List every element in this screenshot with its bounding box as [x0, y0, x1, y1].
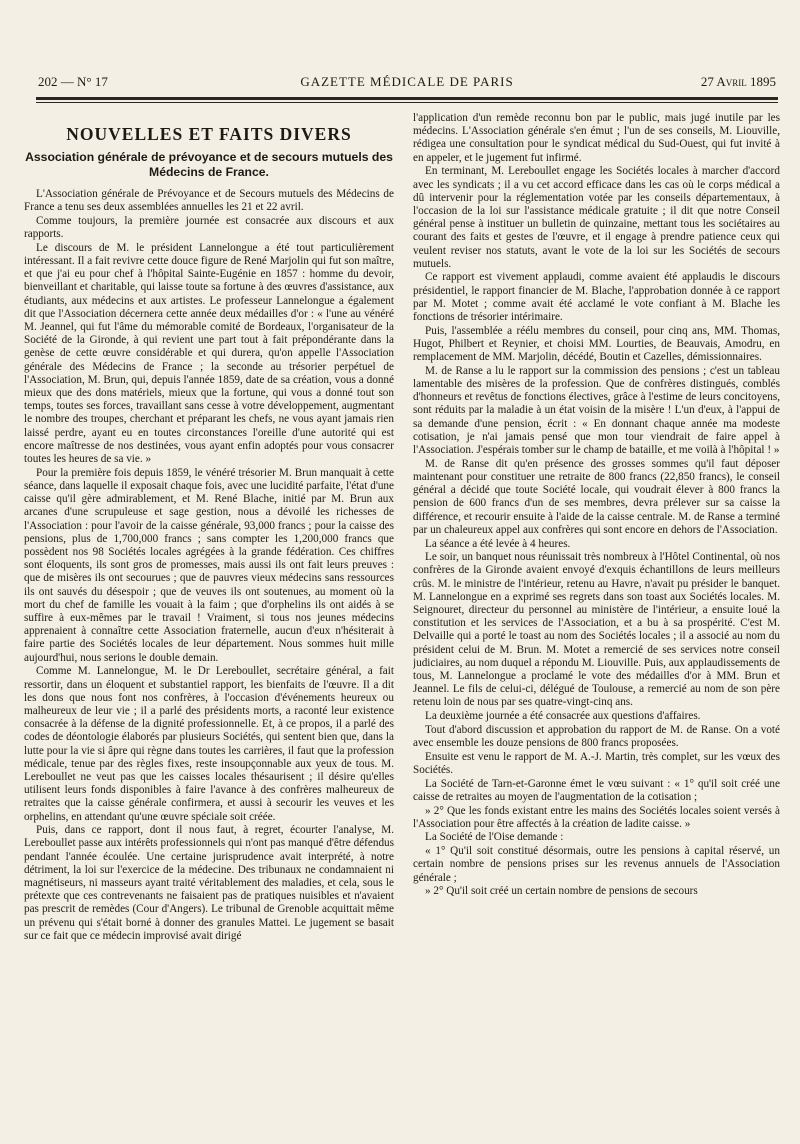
paragraph: M. de Ranse a lu le rapport sur la commission des pensions ; c'est un tableau lamentable des misères de la profession. Que de confrères distingués, comblés d'honneurs et revêtus de fonctions électives, grâce à l'estime de leurs concitoyens, sont réduits par la maladie à un état voisin de la misère ! L'un d'eux, à l'appui de sa demande d'une pension, écrit : « En donnant chaque année ma modeste cotisation, je n'ai jamais pensé que mon tour viendrait de faire appel à l'Association. J'espérais tomber sur le champ de bataille, et me voilà à l'hôpital ! »	[413, 364, 780, 457]
paragraph: » 2° Que les fonds existant entre les mains des Sociétés locales soient versés à l'Association pour être affectés à la création de ladite caisse. »	[413, 804, 780, 830]
paragraph: Le soir, un banquet nous réunissait très nombreux à l'Hôtel Continental, où nos confrères de la Gironde avaient envoyé d'exquis échantillons de leurs meilleurs crûs. M. le ministre de l'intérieur, retenu au Havre, n'avait pu présider le banquet. M. Lannelongue en a exprimé ses regrets dans son toast aux Sociétés locales. M. Seignouret, directeur du personnel au ministère de l'intérieur, a ensuite loué la constitution et les services de l'Association, et a bu à sa prospérité. C'est M. Delvaille qui a porté le toast au nom des Sociétés locales ; il a associé au nom du président celui de M. Brun. M. Motet a remercié de ses services notre conseil judiciaires, au nom duquel a répondu M. Liouville. Puis, aux applaudissements de tous, M. Lannelongue a proclamé le vote des médailles d'or à MM. Brun et Jeannel. Le fils de celui-ci, délégué de Toulouse, a remercié au nom de son père retenu loin de nous par ses quatre-vingt-cinq ans.	[413, 551, 780, 709]
left-column	[24, 124, 394, 1144]
paragraph: La Société de l'Oise demande :	[425, 831, 564, 844]
right-column	[413, 112, 780, 1132]
paragraph: » 2° Qu'il soit créé un certain nombre de pensions de secours	[425, 885, 698, 898]
journal-title: GAZETTE MÉDICALE DE PARIS	[300, 74, 514, 89]
section-title: NOUVELLES ET FAITS DIVERS	[66, 124, 352, 144]
paragraph: Tout d'abord discussion et approbation du rapport de M. de Ranse. On a voté avec ensemble les douze pensions de 800 francs proposées.	[413, 723, 780, 750]
paragraph: « 1° Qu'il soit constitué désormais, outre les pensions à capital réservé, un certain nombre de pensions prises sur les revenus annuels de l'Association générale ;	[413, 845, 780, 884]
paragraph: Ensuite est venu le rapport de M. A.-J. Martin, très complet, sur les vœux des Sociétés.	[413, 750, 780, 776]
paragraph: l'application d'un remède reconnu bon par le public, mais jugé inutile par les médecins. L'Association générale s'en émut ; l'un de ses conseils, M. Liouville, rédigea une consultation pour le syndicat médical du Sud-Ouest, qui fut invité à en appeler, et le jugement fut infirmé.	[413, 112, 780, 164]
paragraph: Comme M. Lannelongue, M. le Dr Lereboullet, secrétaire général, a fait ressortir, dans un éloquent et substantiel rapport, les bienfaits de l'œuvre. Il a dit les dons que nous font nos confrères, à l'occasion d'événements heureux ou malheureux de leur vie ; il a parlé des présidents morts, a raconté leur existence consacrée à la défense de la dignité professionnelle. Et, à ce propos, il a parlé des codes de déontologie élaborés par plusieurs Sociétés, qui sentent bien que, dans la lutte pour la vie si âpre qui règne dans toutes les carrières, il faut que la profession médicale, tenue par des règles fixes, reste insoupçonnable aux yeux de tous. M. Lereboullet ne veut pas que les caisses locales thésaurisent ; il désire qu'elles utilisent leurs fonds disponibles à faire l'avance à des confrères malheureux de retraites que la caisse générale confirmera, et aussi à secourir les veuves et les orphelins, en attendant qu'une œuvre spéciale soit créée.	[24, 665, 394, 823]
paragraph: Comme toujours, la première journée est consacrée aux discours et aux rapports.	[24, 214, 394, 241]
paragraph: Puis, l'assemblée a réélu membres du conseil, pour cinq ans, MM. Thomas, Hugot, Philbert et Reynier, et choisi MM. Lourties, de Beauvais, Amodru, en remplacement de MM. Marjolin, décédé, Boutin et Cazelles, démissionnaires.	[413, 324, 780, 364]
header-rule-thin	[36, 102, 778, 103]
paragraph: Pour la première fois depuis 1859, le vénéré trésorier M. Brun manquait à cette séance, dans laquelle il exposait chaque fois, avec une lucidité parfaite, l'état d'une caisse qu'il gère admirablement, et M. René Blache, initié par M. Brun aux arcanes d'une scrupuleuse et sage gestion, nous a dévoilé les richesses de l'Association : pour l'avoir de la caisse générale, 93,000 francs ; pour la caisse des pensions, plus de 1,700,000 francs ; sans compter les 1,200,000 francs que possèdent nos 98 Sociétés locales agrégées à la grande fédération. Ces chiffres sont éloquents, ils sont gros de promesses, mais aussi ils ont fait leurs preuves : que de misères ils ont secourues ; que de pauvres vieux médecins sans ressources ils ont sauvés du désespoir ; que de veuves ils ont soutenues, au moment où la mort du chef de famille les vouait à la faim ; que d'orphelins ils ont aidés à se suffire à eux-mêmes par le travail ! Vraiment, si tous nos jeunes médecins apprenaient à connaître cette Association fraternelle, aucun d'eux n'hésiterait à faire partie des Sociétés locales de leur département. Nous sommes huit mille aujourd'hui, nous serions le double demain.	[24, 466, 394, 664]
paragraph: M. de Ranse dit qu'en présence des grosses sommes qu'il faut déposer maintenant pour constituer une retraite de 800 francs (22,850 francs), le conseil général a décidé que toute Société locale, qui voudrait élever à 800 francs la pension de 600 francs d'un de ses membres, devra prélever sur sa caisse la différence, et recourir ensuite à l'aide de la caisse centrale. M. de Ranse a terminé par un chaleureux appel aux confrères qui sont encore en dehors de l'Association.	[413, 457, 780, 536]
paragraph: La Société de Tarn-et-Garonne émet le vœu suivant : « 1° qu'il soit créé une caisse de retraites au moyen de l'augmentation de la cotisation ;	[413, 777, 780, 803]
running-header	[38, 74, 776, 96]
page-number: 202 — N° 17	[38, 74, 108, 89]
article-title: Association générale de prévoyance et de secours mutuels des Médecins de France.	[25, 150, 393, 179]
paragraph: L'Association générale de Prévoyance et de Secours mutuels des Médecins de France a tenu ses deux assemblées annuelles les 21 et 22 avril.	[24, 188, 394, 214]
header-rule-thick	[36, 97, 778, 100]
paragraph: La séance a été levée à 4 heures.	[425, 537, 571, 550]
issue-date: 27 Avril 1895	[700, 74, 776, 89]
paragraph: Ce rapport est vivement applaudi, comme avaient été applaudis le discours présidentiel, le rapport financier de M. Blache, l'approbation donnée à ce rapport par M. Motet ; comme avait été acclamé le vote confiant à M. Blache les fonctions de trésorier intérimaire.	[413, 271, 780, 324]
paragraph: La deuxième journée a été consacrée aux questions d'affaires.	[425, 710, 701, 723]
paragraph: Puis, dans ce rapport, dont il nous faut, à regret, écourter l'analyse, M. Lereboullet passe aux intérêts professionnels qui n'ont pas manqué d'être défendus pendant l'année écoulée. Une certaine jurisprudence avait interprété, à notre détriment, la loi sur l'exercice de la médecine. Des tribunaux ne condamnaient ni magnétiseurs, ni masseurs ayant traité véritablement des maladies, et cela, sous le prétexte que ces contrevenants ne faisaient pas de pratiques nuisibles et n'avaient pas prescrit de remèdes (Cour d'Angers). Le tribunal de Grenoble acquittait même un prévenu qui s'était borné à donner des granules Mattei. Le jugement se basait sur ce fait que ce médecin improvisé avait dirigé	[24, 824, 394, 942]
paragraph: Le discours de M. le président Lannelongue a été tout particulièrement intéressant. Il a fait revivre cette douce figure de René Marjolin qui fut son maître, et que j'ai eu pour chef à l'hôpital Sainte-Eugénie en 1857 : homme du devoir, bienveillant et charitable, qui laisse toute sa fortune à des œuvres d'assistance, aux étudiants, aux médecins et aux artistes. Le professeur Lannelongue a également dit que l'Association décernera cette année deux médailles d'or : « l'une au vénéré M. Jeannel, qui fut l'âme du mémorable comité de Bordeaux, l'organisateur de la Société de la Gironde, à qui revient une part tout à fait prépondérante dans la genèse de cette œuvre considérable et qui durera, qu'on appelle l'Association générale des Médecins de France ; la seconde au trésorier perpétuel de l'Association, M. Brun, qui, depuis l'année 1859, date de sa création, vous a donné mieux que des dons matériels, mieux que la fortune, qui vous a donné tout son temps, toutes ses forces, travaillant sans cesse à votre développement, augmentant le nombre des troupes, cherchant et préparant les chefs, ne vous ayant jamais rien laissé perdre, ayant eu en toutes circonstances l'oreille d'une autorité qui est encore maîtresse de nos destinées, vous ayant enfin adoptés pour vous consacrer toutes les heures de sa vie. »	[24, 241, 394, 466]
paragraph: En terminant, M. Lereboullet engage les Sociétés locales à marcher d'accord avec les syndicats ; il a vu cet accord efficace dans les cas où le corps médical a dû intervenir pour la réglementation votée par les conseils départementaux, à l'occasion de la loi sur l'assistance médicale gratuite ; il dit que notre Conseil général pense à instituer un bulletin de quinzaine, mettant tous les sociétaires au courant des faits et gestes de l'œuvre, et il engage à prendre patience ceux qui veulent reviser nos statuts, avant le vote de la loi sur les Sociétés de secours mutuels.	[413, 165, 780, 270]
